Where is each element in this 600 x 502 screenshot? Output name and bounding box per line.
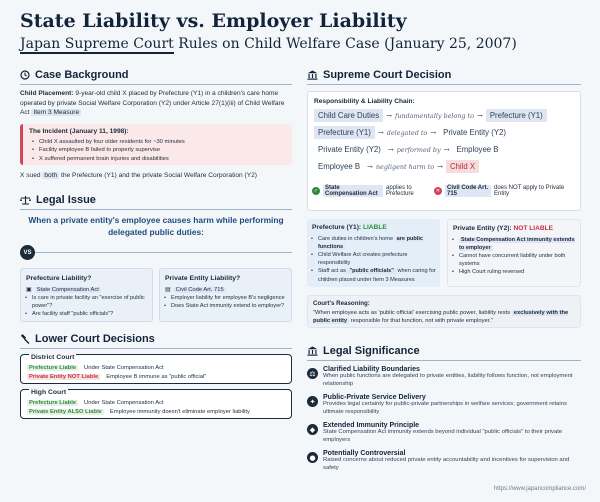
institution-icon	[307, 346, 318, 356]
private-questions	[164, 294, 290, 310]
state-act-tag: State Compensation Act	[323, 185, 383, 197]
prefecture-questions	[25, 294, 149, 318]
court-title: High Court	[31, 389, 67, 396]
document-icon: ▤	[165, 287, 171, 293]
comments-icon: ●	[307, 452, 318, 463]
reasoning-title: Court's Reasoning:	[313, 300, 370, 307]
footer-url[interactable]: https://www.japancompliance.com/	[493, 486, 586, 492]
check-icon: ✓	[313, 188, 319, 194]
reason-item: • Child Welfare Act creates prefecture responsibility	[311, 251, 437, 267]
civil-code-tag: Civil Code Art. 715	[175, 286, 224, 293]
incident-item: • X suffered permanent brain injuries and disabilities	[32, 155, 185, 163]
reason-item: • State Compensation Act immunity extends to employer	[452, 236, 578, 252]
divider	[20, 348, 292, 349]
sued-text: X sued both the Prefecture (Y1) and the private Social Welfare Corporation (Y2)	[20, 172, 258, 179]
chain-node: Prefecture (Y1)	[486, 109, 547, 122]
court-title: District Court	[31, 354, 75, 361]
prefecture-liable-card: Prefecture (Y1): LIABLE • Care duties in children's home are public functions • Child Welfare Act creates prefecture responsibility • Staff act as "public officials" when caring for children placed under Item 3 Measures	[307, 219, 440, 287]
not-applies-row: ✕ Civil Code Art. 715 does NOT apply to Private Entity	[435, 185, 565, 197]
arrow-icon: →	[437, 162, 443, 171]
arrow-icon: →	[367, 162, 373, 171]
handshake-icon: ✦	[307, 396, 318, 407]
court-row: Prefecture Liable Under State Compensation Act	[29, 365, 164, 371]
arrow-icon: →	[430, 128, 437, 137]
chain-node: Employee B	[456, 145, 499, 154]
card-title: Prefecture Liability?	[26, 275, 92, 282]
court-row: Prefecture Liable Under State Compensation Act	[29, 400, 164, 406]
question-item: • Employer liability for employee B's negligence	[164, 294, 290, 302]
reason-item: • Staff act as "public officials" when caring for children placed under Item 3 Measures	[311, 267, 437, 283]
issue-question: When a private entity's employee causes harm while performing delegated public duties:	[28, 215, 284, 237]
arrow-icon: →	[377, 128, 384, 137]
chain-title: Responsibility & Liability Chain:	[314, 98, 415, 105]
incident-list	[32, 138, 185, 163]
reason-item: • Cannot have concurrent liability under both systems	[452, 252, 578, 268]
liable-status: LIABLE	[362, 224, 387, 231]
chain-node: Private Entity (Y2)	[443, 128, 506, 137]
chain-row: Employee B → negligent harm to → Child X	[314, 160, 479, 173]
building-icon: ▣	[26, 287, 32, 293]
not-liable-status: NOT LIABLE	[513, 225, 554, 232]
page-title: State Liability vs. Employer Liability	[20, 10, 407, 32]
scale-icon	[20, 195, 31, 205]
chain-row: Private Entity (Y2) → performed by → Employee B	[314, 143, 503, 156]
card-title: Private Entity Liability?	[165, 275, 241, 282]
chain-node: Employee B	[318, 162, 361, 171]
incident-title: The Incident (January 11, 1998):	[29, 128, 129, 135]
divider	[20, 209, 292, 210]
civil-code-tag: Civil Code Art. 715	[445, 185, 491, 197]
significance-item: Public-Private Service Delivery Provides legal certainty for public-private partnerships in welfare services; government retains ultimate responsibility	[323, 394, 567, 415]
arrow-icon: →	[387, 145, 394, 154]
prefecture-reasons	[311, 235, 437, 284]
verdict-tag: Private Entity NOT Liable	[29, 374, 99, 380]
courthouse-icon	[307, 70, 318, 80]
divider	[307, 360, 581, 361]
significance-item: Clarified Liability Boundaries When public functions are delegated to private entities, liability follows function, not employment relationship	[323, 366, 573, 387]
high-court-box	[20, 389, 292, 419]
incident-item: • Child X assaulted by four older residents for ~30 minutes	[32, 138, 185, 146]
balance-icon: ⚖	[307, 368, 318, 379]
child-placement-text: Child Placement: 9-year-old child X placed by Prefecture (Y1) in a children's care home operated by private Social Welfare Corporation (Y2) under Article 27(1)(iii) of Child Welfare Act Item 3 Measure	[20, 90, 285, 117]
legal-issue-heading: Legal Issue	[20, 194, 96, 206]
state-comp-tag: State Compensation Act	[36, 286, 99, 293]
legal-significance-heading: Legal Significance	[307, 345, 420, 357]
verdict-tag: Prefecture Liable	[29, 400, 77, 406]
arrow-icon: →	[443, 145, 450, 154]
question-item: • Does State Act immunity extend to employer?	[164, 302, 290, 310]
shield-icon: ◆	[307, 424, 318, 435]
question-item: • Is care in private facility an "exercise of public power"?	[25, 294, 149, 310]
court-row: Private Entity ALSO Liable Employee immunity doesn't eliminate employer liability	[29, 409, 250, 415]
court-row: Private Entity NOT Liable Employee B immune as "public official"	[29, 374, 207, 380]
private-not-liable-card: Private Entity (Y2): NOT LIABLE • State Compensation Act immunity extends to employer • Cannot have concurrent liability under both systems • High Court ruling reversed	[447, 219, 581, 287]
prefecture-liability-card	[20, 268, 153, 322]
question-item: • Are facility staff "public officials"?	[25, 310, 149, 318]
verdict-tag: Private Entity ALSO Liable	[29, 409, 102, 415]
chain-node: Child X	[446, 160, 479, 173]
significance-item: Potentially Controversial Raised concerns about reduced private entity accountability and incentives for supervision and safety	[323, 450, 570, 471]
chain-node: Child Care Duties	[314, 109, 383, 122]
vs-badge: VS	[20, 245, 35, 260]
divider	[20, 84, 292, 85]
chain-node: Private Entity (Y2)	[318, 145, 381, 154]
private-liability-card	[159, 268, 292, 322]
incident-box	[20, 124, 292, 165]
item3-tag: Item 3 Measure	[33, 109, 80, 117]
verdict-tag: Prefecture Liable	[29, 365, 77, 371]
case-background-heading: Case Background	[20, 69, 129, 81]
significance-item: Extended Immunity Principle State Compensation Act immunity extends beyond individual "public officials" to their private employers	[323, 422, 563, 443]
district-court-box	[20, 354, 292, 384]
arrow-icon: →	[476, 111, 483, 120]
chain-row: Prefecture (Y1) → delegated to → Private Entity (Y2)	[314, 126, 510, 139]
applies-row: ✓ State Compensation Act applies to Prefecture	[313, 185, 414, 197]
vs-divider	[20, 252, 292, 253]
chain-row: Child Care Duties → fundamentally belong to → Prefecture (Y1)	[314, 109, 547, 122]
subtitle-rest: Rules on Child Welfare Case (January 25, 2007)	[173, 36, 517, 52]
cross-icon: ✕	[435, 188, 441, 194]
subtitle-court: Japan Supreme Court	[20, 36, 174, 52]
incident-item: • Facility employee B failed to properly supervise	[32, 146, 185, 154]
arrow-icon: →	[386, 111, 392, 120]
chain-node: Prefecture (Y1)	[314, 126, 375, 139]
divider	[307, 84, 581, 85]
supreme-court-heading: Supreme Court Decision	[307, 69, 451, 81]
lower-court-heading: Lower Court Decisions	[20, 333, 155, 345]
liability-chain-box	[307, 91, 581, 211]
reasoning-box	[307, 295, 581, 328]
history-icon	[20, 70, 30, 80]
reason-item: • High Court ruling reversed	[452, 268, 578, 276]
both-tag: both	[44, 172, 58, 179]
reason-item: • Care duties in children's home are public functions	[311, 235, 437, 251]
private-reasons	[452, 236, 578, 277]
page-subtitle	[20, 36, 517, 52]
gavel-icon	[20, 334, 30, 344]
reasoning-quote: "When employee acts as 'public official' exercising public power, liability rests exclusively with the public entity responsible for that function, not with private employer."	[313, 310, 569, 325]
